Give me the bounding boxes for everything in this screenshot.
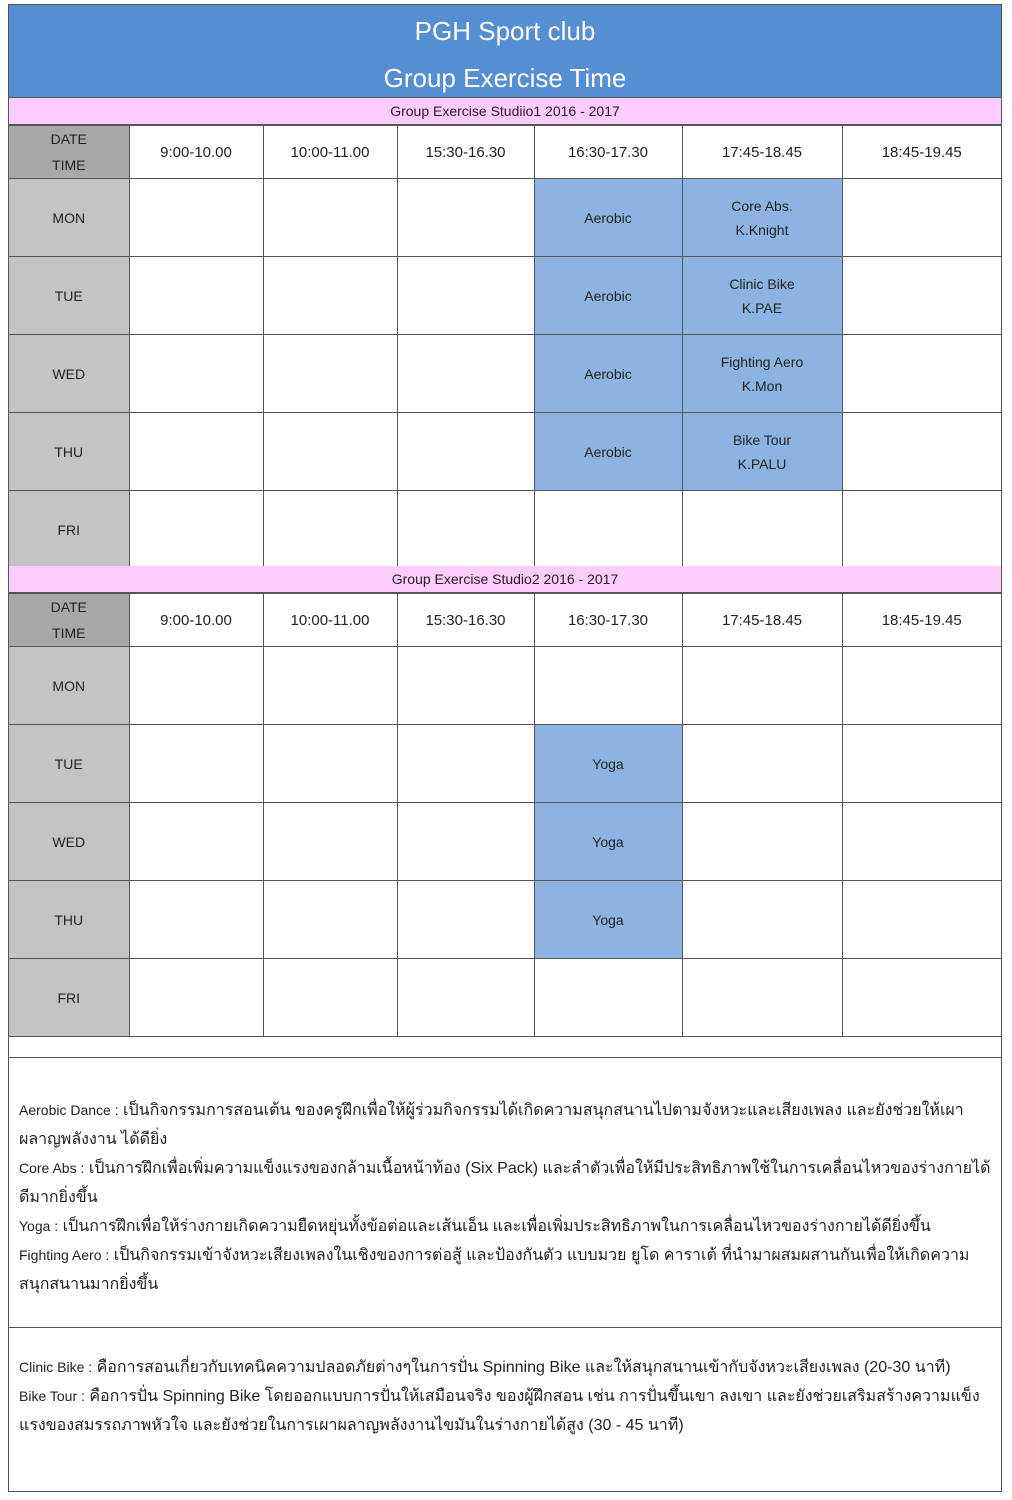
empty-cell	[397, 257, 534, 335]
day-label: WED	[9, 335, 129, 413]
class-cell	[534, 335, 682, 413]
empty-cell	[129, 179, 263, 257]
empty-cell	[842, 803, 1001, 881]
empty-cell	[842, 725, 1001, 803]
day-label: TUE	[9, 257, 129, 335]
empty-cell	[397, 179, 534, 257]
time-slot-header: 16:30-17.30	[534, 126, 682, 179]
empty-cell	[263, 959, 397, 1037]
class-name: Yoga	[592, 911, 624, 928]
term-label: Clinic Bike :	[19, 1359, 93, 1375]
header-row	[9, 594, 1001, 647]
empty-cell	[263, 413, 397, 491]
time-slot-header: 9:00-10.00	[129, 126, 263, 179]
description-item	[19, 1096, 991, 1154]
description-item	[19, 1382, 991, 1440]
table-row	[9, 959, 1001, 1037]
empty-cell	[842, 959, 1001, 1037]
empty-cell	[129, 257, 263, 335]
description-item	[19, 1212, 991, 1241]
empty-cell	[842, 491, 1001, 569]
class-name: Bike Tour	[732, 431, 792, 448]
table-row	[9, 881, 1001, 959]
corner-time-label: TIME	[52, 625, 86, 641]
class-name: Aerobic	[584, 209, 632, 226]
empty-cell	[397, 725, 534, 803]
term-text: คือการสอนเกี่ยวกับเทคนิคความปลอดภัยต่างๆในการปั่น Spinning Bike และให้สนุกสนานเข้ากับจังหวะเสียงเพลง (20-30 นาที)	[92, 1359, 951, 1376]
empty-cell	[397, 881, 534, 959]
time-slot-header: 16:30-17.30	[534, 594, 682, 647]
time-slot-header: 9:00-10.00	[129, 594, 263, 647]
description-group-1	[19, 1096, 991, 1299]
time-slot-header: 10:00-11.00	[263, 594, 397, 647]
date-time-corner	[9, 126, 129, 179]
empty-cell	[842, 413, 1001, 491]
class-cell	[682, 413, 842, 491]
corner-date-label: DATE	[50, 599, 87, 615]
table-row	[9, 491, 1001, 569]
empty-cell	[534, 491, 682, 569]
class-name: Yoga	[592, 755, 624, 772]
class-cell	[534, 413, 682, 491]
class-name: Aerobic	[584, 365, 632, 382]
time-slot-header: 18:45-19.45	[842, 126, 1001, 179]
class-name: Aerobic	[584, 287, 632, 304]
term-label: Yoga :	[19, 1218, 59, 1234]
term-label: Core Abs :	[19, 1160, 85, 1176]
empty-cell	[397, 647, 534, 725]
time-slot-header: 17:45-18.45	[682, 594, 842, 647]
class-name: Yoga	[592, 833, 624, 850]
empty-cell	[842, 257, 1001, 335]
description-item	[19, 1353, 991, 1382]
empty-cell	[129, 803, 263, 881]
class-name: Aerobic	[584, 443, 632, 460]
table-row	[9, 257, 1001, 335]
empty-cell	[129, 491, 263, 569]
empty-cell	[534, 959, 682, 1037]
table-row	[9, 179, 1001, 257]
empty-cell	[682, 881, 842, 959]
class-cell	[682, 335, 842, 413]
empty-cell	[263, 881, 397, 959]
empty-cell	[263, 257, 397, 335]
schedule-sheet	[8, 4, 1002, 1492]
empty-cell	[263, 803, 397, 881]
term-label: Fighting Aero :	[19, 1247, 110, 1263]
time-slot-header: 17:45-18.45	[682, 126, 842, 179]
page-title: Group Exercise Time	[383, 63, 627, 93]
empty-cell	[129, 959, 263, 1037]
header-row	[9, 126, 1001, 179]
studio2-timetable	[9, 593, 1001, 1037]
class-cell	[534, 257, 682, 335]
class-cell	[534, 803, 682, 881]
empty-cell	[129, 335, 263, 413]
day-label: MON	[9, 179, 129, 257]
empty-cell	[682, 725, 842, 803]
time-slot-header: 15:30-16.30	[397, 126, 534, 179]
class-cell	[534, 881, 682, 959]
empty-cell	[682, 959, 842, 1037]
empty-cell	[397, 413, 534, 491]
title-banner	[9, 5, 1001, 98]
empty-cell	[129, 725, 263, 803]
empty-cell	[397, 335, 534, 413]
studio1-timetable	[9, 125, 1001, 569]
instructor-name: K.PALU	[737, 455, 787, 472]
empty-cell	[842, 647, 1001, 725]
day-label: THU	[9, 881, 129, 959]
class-name: Clinic Bike	[729, 275, 795, 292]
empty-cell	[397, 803, 534, 881]
day-label: TUE	[9, 725, 129, 803]
empty-cell	[397, 491, 534, 569]
empty-cell	[129, 413, 263, 491]
corner-date-label: DATE	[50, 131, 87, 147]
class-cell	[682, 179, 842, 257]
empty-cell	[842, 179, 1001, 257]
table-row	[9, 647, 1001, 725]
empty-cell	[842, 335, 1001, 413]
empty-cell	[129, 647, 263, 725]
description-group-2	[19, 1353, 991, 1440]
class-cell	[682, 257, 842, 335]
description-item	[19, 1154, 991, 1212]
studio2-heading: Group Exercise Studio2 2016 - 2017	[9, 566, 1001, 593]
class-descriptions	[9, 1057, 1001, 1491]
table-row	[9, 335, 1001, 413]
time-slot-header: 10:00-11.00	[263, 126, 397, 179]
table-row	[9, 725, 1001, 803]
empty-cell	[842, 881, 1001, 959]
term-label: Bike Tour :	[19, 1388, 85, 1404]
class-name: Fighting Aero	[720, 353, 804, 370]
day-label: WED	[9, 803, 129, 881]
term-text: เป็นกิจกรรมเข้าจังหวะเสียงเพลงในเชิงของการต่อสู้ และป้องกันตัว แบบมวย ยูโด คาราเต้ ที่นำมาผสมผสานกันเพื่อให้เกิดความสนุกสนานมากยิ่งขึ้น	[19, 1247, 970, 1293]
empty-cell	[263, 647, 397, 725]
day-label: FRI	[9, 959, 129, 1037]
term-text: เป็นการฝึกเพื่อเพิ่มความแข็งแรงของกล้ามเนื้อหน้าท้อง (Six Pack) และลำตัวเพื่อให้มีประสิทธิภาพใช้ในการเคลื่อนไหวของร่างกายได้ดีมากยิ่งขึ้น	[19, 1160, 991, 1206]
instructor-name: K.Mon	[741, 377, 783, 394]
club-name: PGH Sport club	[414, 16, 596, 46]
empty-cell	[682, 803, 842, 881]
empty-cell	[534, 647, 682, 725]
corner-time-label: TIME	[52, 157, 86, 173]
term-label: Aerobic Dance :	[19, 1102, 119, 1118]
table-row	[9, 413, 1001, 491]
table-row	[9, 803, 1001, 881]
empty-cell	[263, 335, 397, 413]
class-name: Core Abs.	[731, 197, 793, 214]
empty-cell	[263, 725, 397, 803]
day-label: FRI	[9, 491, 129, 569]
empty-cell	[682, 647, 842, 725]
instructor-name: K.PAE	[741, 299, 783, 316]
term-text: เป็นกิจกรรมการสอนเต้น ของครูฝึกเพื่อให้ผู้ร่วมกิจกรรมได้เกิดความสนุกสนานไปตามจังหวะและเสียงเพลง และยังช่วยให้เผาผลาญพลังงาน ได้ดียิ่ง	[19, 1102, 964, 1148]
date-time-corner	[9, 594, 129, 647]
empty-cell	[129, 881, 263, 959]
day-label: THU	[9, 413, 129, 491]
empty-cell	[263, 179, 397, 257]
time-slot-header: 15:30-16.30	[397, 594, 534, 647]
term-text: คือการปั่น Spinning Bike โดยออกแบบการปั่นให้เสมือนจริง ของผู้ฝึกสอน เช่น การปั่นขึ้นเขา ลงเขา และยังช่วยเสริมสร้างความแข็งแรงของสมรรถภาพหัวใจ และยังช่วยในการเผาผลาญพลังงานไขมันในร่างกายได้สูง (30 - 45 นาที)	[19, 1388, 980, 1434]
class-cell	[534, 725, 682, 803]
empty-cell	[397, 959, 534, 1037]
term-text: เป็นการฝึกเพื่อให้ร่างกายเกิดความยืดหยุ่นทั้งข้อต่อและเส้นเอ็น และเพื่อเพิ่มประสิทธิภาพในการเคลื่อนไหวของร่างกายได้ดียิ่งขึ้น	[58, 1218, 931, 1235]
time-slot-header: 18:45-19.45	[842, 594, 1001, 647]
description-item	[19, 1241, 991, 1299]
empty-cell	[682, 491, 842, 569]
divider	[9, 1327, 1001, 1328]
instructor-name: K.Knight	[735, 221, 789, 238]
studio1-heading: Group Exercise Studiio1 2016 - 2017	[9, 98, 1001, 125]
class-cell	[534, 179, 682, 257]
empty-cell	[263, 491, 397, 569]
day-label: MON	[9, 647, 129, 725]
